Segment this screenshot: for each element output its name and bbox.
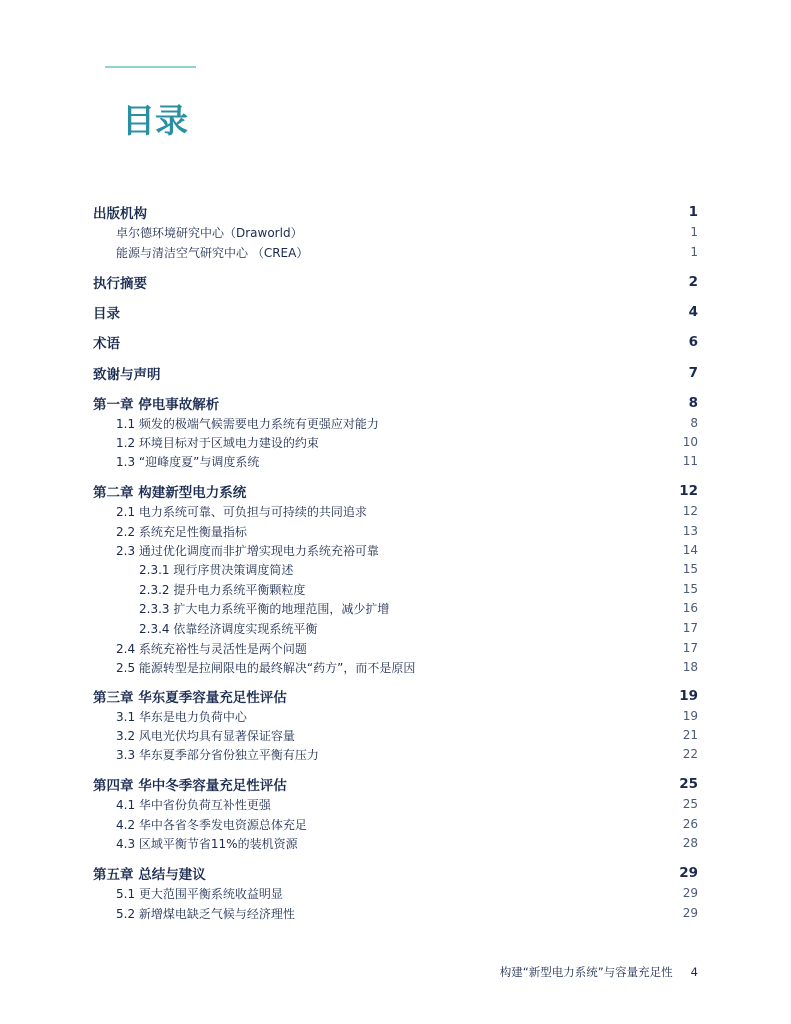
toc-entry-label: 卓尔德环境研究中心（Draworld） (116, 225, 303, 240)
toc-entry-page-number: 6 (688, 334, 698, 350)
toc-subsection-row[interactable] (0, 833, 791, 853)
toc-subsection-row[interactable] (0, 579, 791, 599)
toc-entry-page-number: 29 (682, 886, 698, 900)
toc-entry-page-number: 15 (682, 562, 698, 576)
section-divider (93, 388, 698, 389)
section-divider (93, 858, 698, 859)
toc-entry-page-number: 17 (682, 621, 698, 635)
toc-subsection-row[interactable] (0, 540, 791, 560)
section-divider (93, 769, 698, 770)
toc-subsection-row[interactable] (0, 814, 791, 834)
toc-subsection-row[interactable] (0, 725, 791, 745)
toc-section-row[interactable] (0, 202, 791, 222)
footer-report-title: 构建“新型电力系统”与容量充足性 (499, 965, 673, 979)
toc-entry-page-number: 25 (679, 776, 698, 792)
toc-section-row[interactable] (0, 393, 791, 413)
toc-subsection-row[interactable] (0, 638, 791, 658)
title-accent-line (105, 66, 196, 68)
toc-entry-page-number: 12 (682, 504, 698, 518)
toc-entry-label: 2.3 通过优化调度而非扩增实现电力系统充裕可靠 (116, 543, 379, 558)
toc-section-row[interactable] (0, 774, 791, 794)
toc-entry-label: 5.2 新增煤电缺乏气候与经济理性 (116, 906, 295, 921)
toc-entry-label: 3.3 华东夏季部分省份独立平衡有压力 (116, 747, 319, 762)
toc-entry-page-number: 17 (682, 641, 698, 655)
toc-subsection-row[interactable] (0, 618, 791, 638)
toc-entry-label: 3.1 华东是电力负荷中心 (116, 709, 247, 724)
toc-entry-label: 4.2 华中各省冬季发电资源总体充足 (116, 817, 307, 832)
toc-entry-page-number: 19 (682, 709, 698, 723)
toc-entry-page-number: 1 (688, 204, 698, 220)
toc-entry-label: 4.1 华中省份负荷互补性更强 (116, 797, 271, 812)
toc-subsection-row[interactable] (0, 501, 791, 521)
toc-subsection-row[interactable] (0, 883, 791, 903)
toc-entry-label: 5.1 更大范围平衡系统收益明显 (116, 886, 283, 901)
toc-entry-label: 1.1 频发的极端气候需要电力系统有更强应对能力 (116, 416, 379, 431)
toc-entry-page-number: 8 (690, 416, 698, 430)
toc-entry-page-number: 25 (682, 797, 698, 811)
toc-subsection-row[interactable] (0, 559, 791, 579)
toc-section-row[interactable] (0, 272, 791, 292)
toc-entry-label: 目录 (93, 306, 120, 322)
toc-entry-page-number: 15 (682, 582, 698, 596)
toc-entry-page-number: 1 (690, 245, 698, 259)
toc-entry-page-number: 18 (682, 660, 698, 674)
toc-entry-label: 1.2 环境目标对于区域电力建设的约束 (116, 435, 319, 450)
toc-entry-label: 2.1 电力系统可靠、可负担与可持续的共同追求 (116, 504, 367, 519)
toc-subsection-row[interactable] (0, 413, 791, 433)
footer-page-number: 4 (690, 965, 698, 979)
page-footer (500, 963, 698, 981)
toc-section-row[interactable] (0, 686, 791, 706)
toc-entry-label: 第五章 总结与建议 (93, 867, 206, 883)
toc-entry-page-number: 4 (688, 304, 698, 320)
toc-subsection-row[interactable] (0, 432, 791, 452)
toc-subsection-row[interactable] (0, 744, 791, 764)
toc-entry-page-number: 26 (682, 817, 698, 831)
toc-entry-page-number: 22 (682, 747, 698, 761)
toc-entry-page-number: 12 (679, 483, 698, 499)
toc-entry-label: 1.3 “迎峰度夏”与调度系统 (116, 454, 260, 469)
toc-entry-label: 第一章 停电事故解析 (93, 397, 220, 413)
toc-subsection-row[interactable] (0, 598, 791, 618)
toc-entry-page-number: 29 (679, 865, 698, 881)
toc-subsection-row[interactable] (0, 706, 791, 726)
toc-entry-page-number: 11 (682, 454, 698, 468)
toc-entry-label: 能源与清洁空气研究中心 （CREA） (116, 245, 309, 260)
toc-subsection-row[interactable] (0, 794, 791, 814)
section-divider (93, 476, 698, 477)
toc-section-row[interactable] (0, 302, 791, 322)
toc-section-row[interactable] (0, 481, 791, 501)
toc-section-row[interactable] (0, 863, 791, 883)
toc-entry-label: 4.3 区域平衡节省11%的装机资源 (116, 836, 298, 851)
section-divider (93, 327, 698, 328)
toc-entry-label: 2.2 系统充足性衡量指标 (116, 524, 247, 539)
toc-subsection-row[interactable] (0, 451, 791, 471)
toc-entry-page-number: 29 (682, 906, 698, 920)
toc-section-row[interactable] (0, 332, 791, 352)
toc-entry-label: 2.3.1 现行序贯决策调度简述 (139, 562, 294, 577)
toc-entry-page-number: 7 (688, 365, 698, 381)
section-divider (93, 196, 698, 197)
toc-entry-page-number: 13 (682, 524, 698, 538)
toc-entry-label: 第四章 华中冬季容量充足性评估 (93, 778, 287, 794)
toc-entry-page-number: 1 (690, 225, 698, 239)
toc-entry-label: 2.3.3 扩大电力系统平衡的地理范围，减少扩增 (139, 601, 390, 616)
toc-entry-label: 2.4 系统充裕性与灵活性是两个问题 (116, 641, 307, 656)
toc-entry-label: 执行摘要 (93, 276, 147, 292)
toc-entry-label: 2.5 能源转型是拉闸限电的最终解决“药方”，而不是原因 (116, 660, 416, 675)
toc-entry-label: 3.2 风电光伏均具有显著保证容量 (116, 728, 295, 743)
toc-entry-label: 2.3.4 依靠经济调度实现系统平衡 (139, 621, 318, 636)
toc-subsection-row[interactable] (0, 222, 791, 242)
section-divider (93, 357, 698, 358)
toc-entry-page-number: 10 (682, 435, 698, 449)
toc-entry-page-number: 21 (682, 728, 698, 742)
toc-entry-page-number: 19 (679, 688, 698, 704)
toc-entry-label: 出版机构 (93, 206, 147, 222)
toc-section-row[interactable] (0, 363, 791, 383)
toc-entry-page-number: 16 (682, 601, 698, 615)
toc-entry-label: 致谢与声明 (93, 367, 161, 383)
toc-subsection-row[interactable] (0, 242, 791, 262)
toc-subsection-row[interactable] (0, 903, 791, 923)
section-divider (93, 681, 698, 682)
toc-entry-label: 术语 (93, 336, 120, 352)
toc-subsection-row[interactable] (0, 521, 791, 541)
section-divider (93, 267, 698, 268)
toc-subsection-row[interactable] (0, 657, 791, 677)
toc-entry-page-number: 14 (682, 543, 698, 557)
toc-entry-label: 第二章 构建新型电力系统 (93, 485, 247, 501)
page-title: 目录 (122, 101, 188, 140)
toc-entry-page-number: 8 (688, 395, 698, 411)
toc-entry-label: 2.3.2 提升电力系统平衡颗粒度 (139, 582, 306, 597)
toc-entry-page-number: 2 (688, 274, 698, 290)
section-divider (93, 297, 698, 298)
toc-entry-label: 第三章 华东夏季容量充足性评估 (93, 690, 287, 706)
toc-entry-page-number: 28 (682, 836, 698, 850)
